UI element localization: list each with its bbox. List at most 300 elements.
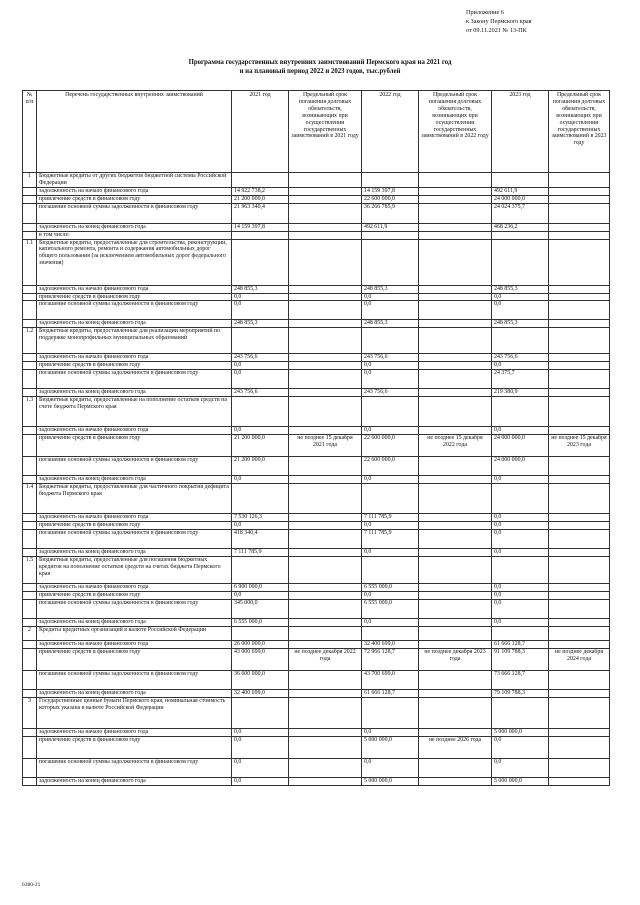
- row-name: Кредиты кредитных организаций в валюте Российской Федерации: [37, 626, 232, 640]
- value-2022: [362, 173, 419, 188]
- value-2022: [362, 231, 419, 239]
- document-title: [0, 58, 640, 76]
- row-name: Бюджетные кредиты от других бюджетов бюджетной системы Российской Федерации: [37, 173, 232, 188]
- term-2021: [289, 626, 362, 640]
- value-2023: 248 855,3: [492, 320, 549, 328]
- table-row: [23, 484, 610, 514]
- value-2022: 43 700 699,0: [362, 670, 419, 689]
- term-2022: [419, 556, 492, 583]
- row-number: [23, 648, 37, 670]
- value-2021: 0,0: [232, 427, 289, 435]
- header-2021: 2021 год: [232, 91, 289, 173]
- term-2021: [289, 293, 362, 301]
- term-2021: [289, 370, 362, 389]
- value-2023: 0,0: [492, 476, 549, 484]
- value-2021: 0,0: [232, 370, 289, 389]
- value-2023: 24 375,7: [492, 370, 549, 389]
- title-line-2: и на плановый период 2022 и 2023 годов, тыс.рублей: [239, 68, 401, 75]
- table-row: [23, 457, 610, 476]
- table-row: [23, 476, 610, 484]
- term-2022: [419, 231, 492, 239]
- row-number: [23, 736, 37, 758]
- row-name: погашение основной суммы задолженности в финансовом году: [37, 370, 232, 389]
- value-2022: 0,0: [362, 618, 419, 626]
- value-2023: 0,0: [492, 514, 549, 522]
- row-number: [23, 203, 37, 223]
- term-2023: [549, 397, 610, 427]
- value-2023: 0,0: [492, 293, 549, 301]
- value-2021: 0,0: [232, 522, 289, 530]
- row-number: [23, 599, 37, 618]
- term-2021: [289, 591, 362, 599]
- value-2022: 492 611,9: [362, 223, 419, 231]
- value-2021: [232, 328, 289, 354]
- term-2021: [289, 362, 362, 370]
- term-2022: [419, 427, 492, 435]
- term-2021: [289, 736, 362, 758]
- footer-code: 6380-21: [22, 882, 41, 888]
- term-2023: [549, 293, 610, 301]
- value-2022: 0,0: [362, 362, 419, 370]
- table-row: [23, 670, 610, 689]
- row-name: задолженность на конец финансового года: [37, 689, 232, 697]
- row-name: погашение основной суммы задолженности в финансовом году: [37, 301, 232, 320]
- term-2023: [549, 223, 610, 231]
- appendix-note: [466, 8, 626, 35]
- header-num: № п/п: [23, 91, 37, 173]
- term-2023: не позднее декабря 2024 года: [549, 648, 610, 670]
- table-row: [23, 599, 610, 618]
- value-2023: 24 000 000,0: [492, 457, 549, 476]
- row-number: 1.1: [23, 239, 37, 285]
- value-2021: 6 555 000,0: [232, 618, 289, 626]
- term-2021: не позднее 15 декабря 2021 года: [289, 435, 362, 457]
- value-2023: 492 611,9: [492, 187, 549, 195]
- term-2023: [549, 484, 610, 514]
- term-2022: [419, 640, 492, 648]
- term-2023: [549, 522, 610, 530]
- value-2022: 0,0: [362, 476, 419, 484]
- row-number: [23, 758, 37, 777]
- value-2021: 243 756,6: [232, 389, 289, 397]
- term-2021: [289, 173, 362, 188]
- term-2022: [419, 476, 492, 484]
- table-row: [23, 548, 610, 556]
- term-2022: [419, 285, 492, 293]
- term-2023: [549, 203, 610, 223]
- value-2022: 243 756,6: [362, 389, 419, 397]
- value-2022: 0,0: [362, 591, 419, 599]
- table-row: [23, 758, 610, 777]
- term-2021: [289, 389, 362, 397]
- value-2021: 21 200 000,0: [232, 435, 289, 457]
- row-name: задолженность на начало финансового года: [37, 640, 232, 648]
- value-2021: [232, 484, 289, 514]
- row-name: Бюджетные кредиты, предоставленные для погашения бюджетных кредитов на пополнение остатков средств на счетах бюджета Пермского края: [37, 556, 232, 583]
- row-number: [23, 195, 37, 203]
- appendix-line-3: от 09.11.2021 № 13-ПК: [466, 27, 527, 34]
- value-2023: 0,0: [492, 736, 549, 758]
- table-row: [23, 556, 610, 583]
- term-2022: [419, 728, 492, 736]
- value-2022: 0,0: [362, 427, 419, 435]
- term-2023: [549, 670, 610, 689]
- value-2023: 24 000 000,0: [492, 435, 549, 457]
- row-name: задолженность на начало финансового года: [37, 514, 232, 522]
- table-header-row: [23, 91, 610, 173]
- table-row: [23, 231, 610, 239]
- value-2021: 21 963 340,4: [232, 203, 289, 223]
- table-row: [23, 223, 610, 231]
- row-number: 1.2: [23, 328, 37, 354]
- value-2021: 0,0: [232, 777, 289, 785]
- value-2021: 345 000,0: [232, 599, 289, 618]
- value-2021: 21 200 000,0: [232, 457, 289, 476]
- value-2021: 43 000 699,0: [232, 648, 289, 670]
- table-row: [23, 618, 610, 626]
- value-2021: 0,0: [232, 758, 289, 777]
- row-number: [23, 362, 37, 370]
- term-2021: [289, 195, 362, 203]
- row-number: 1: [23, 173, 37, 188]
- value-2023: 243 756,6: [492, 354, 549, 362]
- table-row: [23, 203, 610, 223]
- value-2022: 22 600 000,0: [362, 435, 419, 457]
- value-2023: 468 236,2: [492, 223, 549, 231]
- value-2022: 7 111 785,9: [362, 529, 419, 548]
- value-2021: 14 159 397,8: [232, 223, 289, 231]
- term-2023: [549, 427, 610, 435]
- table-row: [23, 301, 610, 320]
- row-name: задолженность на конец финансового года: [37, 618, 232, 626]
- header-term-2021: Предельный срок погашения долговых обязательств, возникающих при осуществлении государственных заимствований в 2021 году: [289, 91, 362, 173]
- row-number: [23, 187, 37, 195]
- row-name: задолженность на начало финансового года: [37, 583, 232, 591]
- term-2022: [419, 239, 492, 285]
- value-2021: 36 600 000,0: [232, 670, 289, 689]
- table-row: [23, 591, 610, 599]
- row-number: [23, 514, 37, 522]
- value-2022: 22 600 000,0: [362, 195, 419, 203]
- row-name: задолженность на начало финансового года: [37, 354, 232, 362]
- row-number: [23, 223, 37, 231]
- row-number: 1.5: [23, 556, 37, 583]
- term-2021: [289, 301, 362, 320]
- value-2023: 0,0: [492, 548, 549, 556]
- value-2023: 0,0: [492, 301, 549, 320]
- row-name: привлечение средств в финансовом году: [37, 435, 232, 457]
- value-2021: [232, 397, 289, 427]
- row-number: 3: [23, 697, 37, 728]
- term-2021: [289, 484, 362, 514]
- table-row: [23, 626, 610, 640]
- term-2022: [419, 301, 492, 320]
- row-name: погашение основной суммы задолженности в финансовом году: [37, 599, 232, 618]
- term-2023: [549, 689, 610, 697]
- value-2023: 24 024 375,7: [492, 203, 549, 223]
- row-number: [23, 435, 37, 457]
- term-2022: [419, 514, 492, 522]
- row-name: задолженность на начало финансового года: [37, 187, 232, 195]
- term-2022: не позднее 2026 года: [419, 736, 492, 758]
- table-row: [23, 777, 610, 785]
- term-2022: [419, 529, 492, 548]
- value-2023: 0,0: [492, 599, 549, 618]
- value-2021: [232, 626, 289, 640]
- value-2021: 14 922 738,2: [232, 187, 289, 195]
- table-row: [23, 736, 610, 758]
- table-row: [23, 239, 610, 285]
- term-2022: [419, 591, 492, 599]
- term-2022: [419, 320, 492, 328]
- term-2021: [289, 777, 362, 785]
- table-row: [23, 397, 610, 427]
- term-2023: [549, 626, 610, 640]
- row-name: Бюджетные кредиты, предоставленные для частичного покрытия дефицита бюджета Пермского края: [37, 484, 232, 514]
- term-2021: не позднее декабря 2022 года: [289, 648, 362, 670]
- term-2023: [549, 457, 610, 476]
- value-2021: 0,0: [232, 736, 289, 758]
- value-2022: 6 555 000,0: [362, 583, 419, 591]
- row-number: [23, 370, 37, 389]
- term-2021: [289, 618, 362, 626]
- term-2022: [419, 626, 492, 640]
- row-name: задолженность на конец финансового года: [37, 389, 232, 397]
- value-2023: [492, 173, 549, 188]
- term-2023: [549, 231, 610, 239]
- term-2023: [549, 301, 610, 320]
- value-2022: 14 159 397,8: [362, 187, 419, 195]
- term-2023: [549, 195, 610, 203]
- row-number: [23, 389, 37, 397]
- value-2021: 7 111 785,9: [232, 548, 289, 556]
- value-2023: [492, 626, 549, 640]
- term-2023: [549, 328, 610, 354]
- value-2023: [492, 484, 549, 514]
- row-number: [23, 476, 37, 484]
- row-name: погашение основной суммы задолженности в финансовом году: [37, 529, 232, 548]
- term-2022: [419, 370, 492, 389]
- row-number: [23, 529, 37, 548]
- value-2022: 0,0: [362, 301, 419, 320]
- value-2022: [362, 397, 419, 427]
- term-2021: [289, 239, 362, 285]
- value-2022: [362, 328, 419, 354]
- value-2023: 24 000 000,0: [492, 195, 549, 203]
- table-row: [23, 285, 610, 293]
- row-name: привлечение средств в финансовом году: [37, 522, 232, 530]
- term-2022: [419, 583, 492, 591]
- value-2022: 248 855,3: [362, 320, 419, 328]
- term-2023: [549, 370, 610, 389]
- value-2023: 0,0: [492, 362, 549, 370]
- value-2021: 248 855,3: [232, 320, 289, 328]
- value-2022: 0,0: [362, 370, 419, 389]
- term-2023: [549, 777, 610, 785]
- row-name: Бюджетные кредиты, предоставленные для реализации мероприятий по поддержке монопрофильных муниципальных образований: [37, 328, 232, 354]
- value-2021: 243 756,6: [232, 354, 289, 362]
- term-2022: [419, 689, 492, 697]
- value-2023: [492, 231, 549, 239]
- table-row: [23, 370, 610, 389]
- value-2021: 0,0: [232, 591, 289, 599]
- table-row: [23, 522, 610, 530]
- term-2021: [289, 670, 362, 689]
- term-2021: [289, 599, 362, 618]
- value-2021: 32 400 699,0: [232, 689, 289, 697]
- row-name: привлечение средств в финансовом году: [37, 648, 232, 670]
- term-2021: [289, 583, 362, 591]
- term-2022: [419, 697, 492, 728]
- row-name: Бюджетные кредиты, предоставленные на пополнение остатков средств на счете бюджета Пермского края: [37, 397, 232, 427]
- term-2022: [419, 328, 492, 354]
- row-number: [23, 583, 37, 591]
- row-name: привлечение средств в финансовом году: [37, 362, 232, 370]
- term-2023: [549, 697, 610, 728]
- term-2023: [549, 640, 610, 648]
- term-2022: [419, 522, 492, 530]
- term-2023: [549, 736, 610, 758]
- term-2021: [289, 728, 362, 736]
- value-2023: 248 855,3: [492, 285, 549, 293]
- row-number: 1.4: [23, 484, 37, 514]
- value-2023: 0,0: [492, 522, 549, 530]
- term-2023: [549, 239, 610, 285]
- term-2022: [419, 457, 492, 476]
- value-2021: 21 200 000,0: [232, 195, 289, 203]
- table-row: [23, 427, 610, 435]
- row-number: [23, 618, 37, 626]
- row-number: [23, 293, 37, 301]
- term-2022: [419, 777, 492, 785]
- term-2021: [289, 548, 362, 556]
- row-number: [23, 777, 37, 785]
- value-2023: 5 000 000,0: [492, 728, 549, 736]
- value-2023: 79 109 788,3: [492, 689, 549, 697]
- row-number: [23, 591, 37, 599]
- term-2023: не позднее 15 декабря 2023 года: [549, 435, 610, 457]
- row-name: привлечение средств в финансовом году: [37, 736, 232, 758]
- term-2022: [419, 195, 492, 203]
- row-number: [23, 522, 37, 530]
- row-name: задолженность на конец финансового года: [37, 223, 232, 231]
- value-2023: 91 109 788,3: [492, 648, 549, 670]
- value-2023: 0,0: [492, 583, 549, 591]
- row-number: [23, 728, 37, 736]
- term-2021: [289, 556, 362, 583]
- row-name: задолженность на начало финансового года: [37, 728, 232, 736]
- term-2022: не позднее 15 декабря 2022 года: [419, 435, 492, 457]
- row-name: погашение основной суммы задолженности в финансовом году: [37, 203, 232, 223]
- row-number: 2: [23, 626, 37, 640]
- value-2023: 73 666 128,7: [492, 670, 549, 689]
- term-2021: [289, 328, 362, 354]
- value-2023: 0,0: [492, 427, 549, 435]
- term-2023: [549, 618, 610, 626]
- term-2023: [549, 476, 610, 484]
- table-row: [23, 195, 610, 203]
- term-2023: [549, 173, 610, 188]
- title-line-1: Программа государственных внутренних заимствований Пермского края на 2021 год: [188, 59, 452, 66]
- value-2022: 61 666 128,7: [362, 689, 419, 697]
- term-2021: [289, 231, 362, 239]
- term-2022: [419, 670, 492, 689]
- header-2022: 2022 год: [362, 91, 419, 173]
- row-name: погашение основной суммы задолженности в финансовом году: [37, 758, 232, 777]
- row-number: [23, 427, 37, 435]
- value-2021: 7 530 126,3: [232, 514, 289, 522]
- term-2022: [419, 397, 492, 427]
- term-2023: [549, 529, 610, 548]
- term-2022: [419, 389, 492, 397]
- row-number: [23, 640, 37, 648]
- term-2022: [419, 758, 492, 777]
- row-name: Бюджетные кредиты, предоставленные для строительства, реконструкции, капитального ремонта, ремонта и содержания автомобильных дорог общего пользования (за исключением автомобильных дорог федерального значения): [37, 239, 232, 285]
- row-name: задолженность на начало финансового года: [37, 285, 232, 293]
- table-row: [23, 583, 610, 591]
- term-2023: [549, 599, 610, 618]
- row-number: [23, 670, 37, 689]
- value-2022: 0,0: [362, 758, 419, 777]
- row-name: привлечение средств в финансовом году: [37, 293, 232, 301]
- row-name: Государственные ценные бумаги Пермского края, номинальная стоимость которых указана в валюте Российской Федерации: [37, 697, 232, 728]
- term-2021: [289, 529, 362, 548]
- value-2022: 36 266 785,9: [362, 203, 419, 223]
- value-2023: 61 666 128,7: [492, 640, 549, 648]
- value-2023: [492, 556, 549, 583]
- table-row: [23, 689, 610, 697]
- term-2023: [549, 187, 610, 195]
- value-2023: 0,0: [492, 591, 549, 599]
- term-2021: [289, 514, 362, 522]
- value-2023: [492, 397, 549, 427]
- value-2021: 0,0: [232, 476, 289, 484]
- value-2023: 0,0: [492, 618, 549, 626]
- value-2021: 418 340,4: [232, 529, 289, 548]
- value-2023: [492, 697, 549, 728]
- table-row: [23, 354, 610, 362]
- table-row: [23, 187, 610, 195]
- table-row: [23, 320, 610, 328]
- term-2021: [289, 223, 362, 231]
- term-2021: [289, 320, 362, 328]
- term-2021: [289, 203, 362, 223]
- value-2022: 7 111 785,9: [362, 514, 419, 522]
- value-2021: 6 900 000,0: [232, 583, 289, 591]
- term-2023: [549, 354, 610, 362]
- term-2021: [289, 640, 362, 648]
- table-row: [23, 728, 610, 736]
- value-2023: 5 000 000,0: [492, 777, 549, 785]
- header-2023: 2023 год: [492, 91, 549, 173]
- row-number: [23, 457, 37, 476]
- term-2022: [419, 362, 492, 370]
- table-row: [23, 697, 610, 728]
- table-row: [23, 328, 610, 354]
- row-name: задолженность на конец финансового года: [37, 548, 232, 556]
- term-2022: [419, 187, 492, 195]
- term-2022: [419, 173, 492, 188]
- row-name: привлечение средств в финансовом году: [37, 195, 232, 203]
- term-2021: [289, 689, 362, 697]
- term-2021: [289, 285, 362, 293]
- appendix-line-2: к Закону Пермского края: [466, 18, 532, 25]
- term-2022: [419, 548, 492, 556]
- value-2023: 0,0: [492, 529, 549, 548]
- row-number: [23, 689, 37, 697]
- term-2021: [289, 522, 362, 530]
- header-name: Перечень государственных внутренних заимствований: [37, 91, 232, 173]
